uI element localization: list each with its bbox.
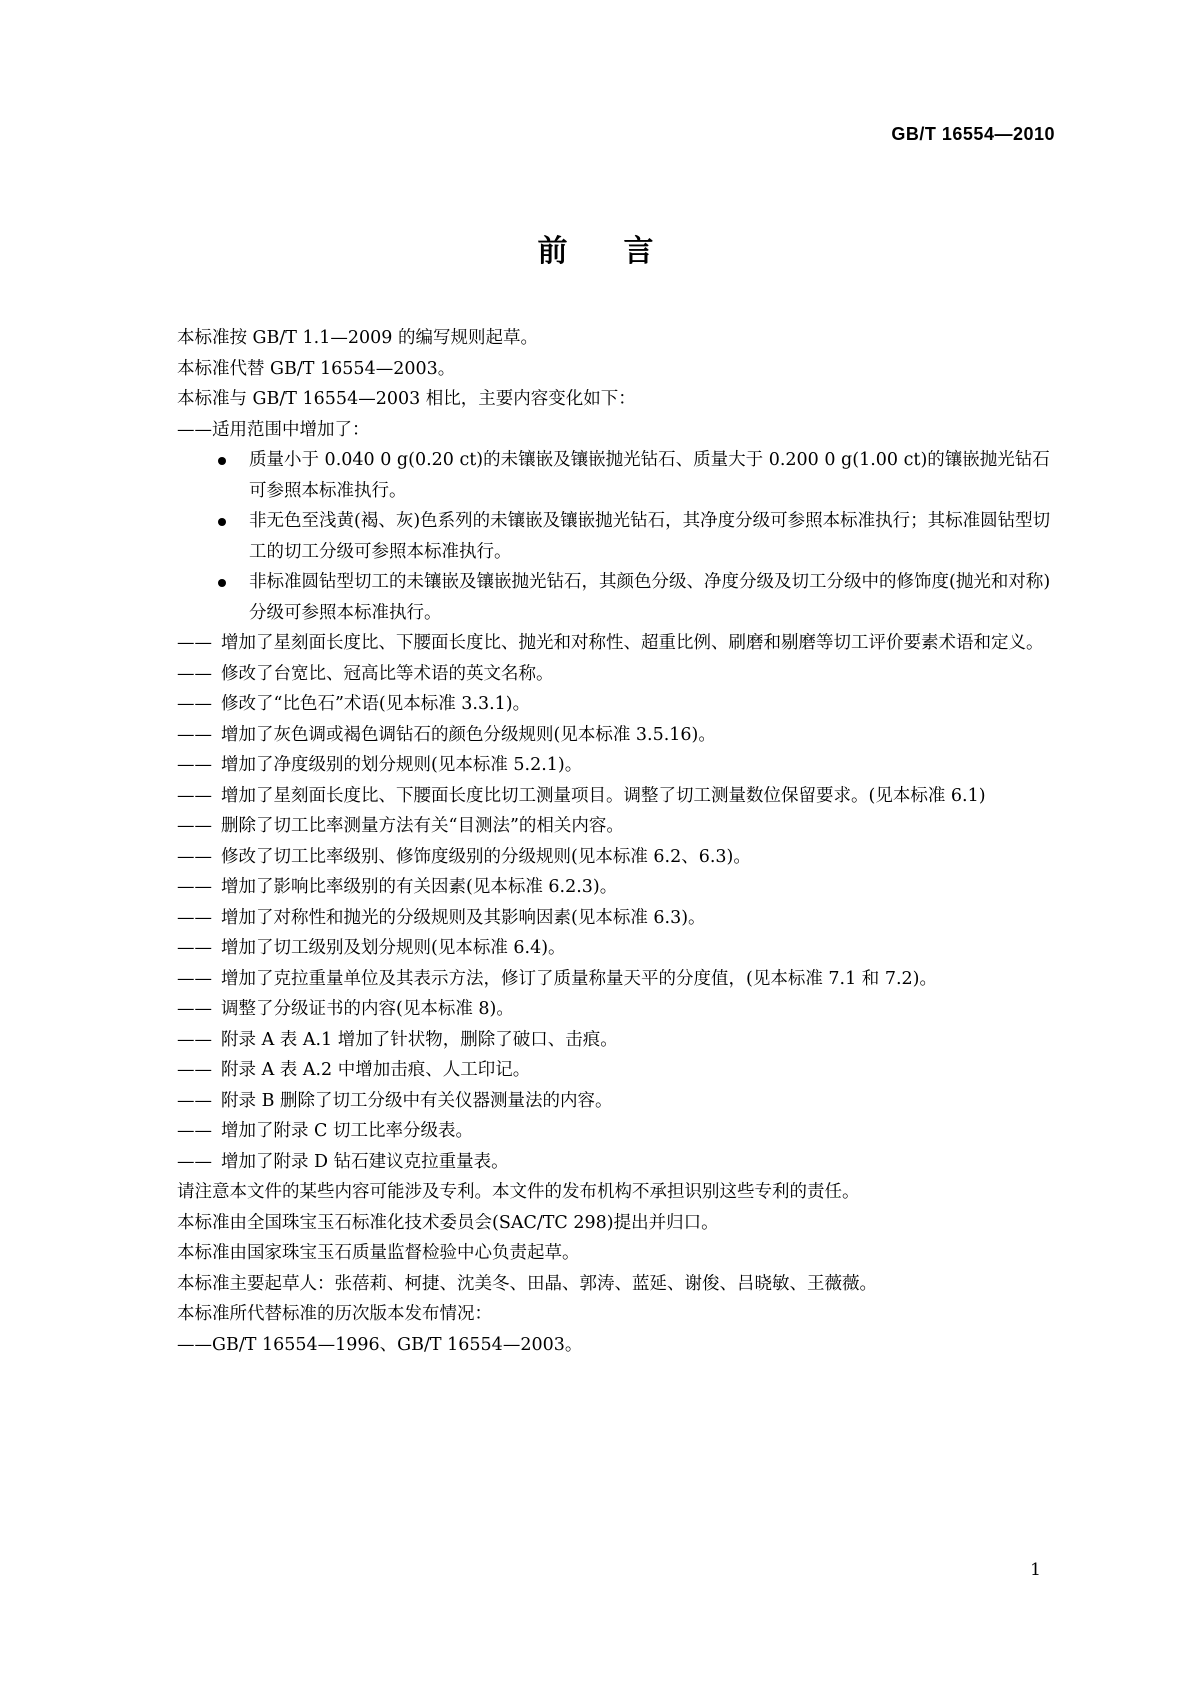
closing-line: 本标准所代替标准的历次版本发布情况： [177,1304,492,1324]
scope-bullet: 非标准圆钻型切工的未镶嵌及镶嵌抛光钻石，其颜色分级、净度分级及切工分级中的修饰度(抛光和对称)分级可参照本标准执行。 [177,567,1057,628]
change-item: —— 附录 B 删除了切工分级中有关仪器测量法的内容。 [177,1090,613,1111]
change-item: —— 增加了星刻面长度比、下腰面长度比切工测量项目。调整了切工测量数位保留要求。(见本标准 6.1) [177,785,986,806]
scope-bullet: 非无色至浅黄(褐、灰)色系列的未镶嵌及镶嵌抛光钻石，其净度分级可参照本标准执行；其标准圆钻型切工的切工分级可参照本标准执行。 [177,506,1057,567]
title-char-1: 前 [537,234,568,269]
closing-line: 请注意本文件的某些内容可能涉及专利。本文件的发布机构不承担识别这些专利的责任。 [177,1182,860,1202]
standard-number: GB/T 16554—2010 [891,124,1055,144]
change-item: —— 删除了切工比率测量方法有关“目测法”的相关内容。 [177,816,624,836]
intro-line: 本标准按 GB/T 1.1—2009 的编写规则起草。 [177,328,538,348]
change-item: —— 增加了克拉重量单位及其表示方法，修订了质量称量天平的分度值，(见本标准 7.1 和 7.2)。 [177,968,938,989]
closing-line: 本标准主要起草人：张蓓莉、柯捷、沈美冬、田晶、郭涛、蓝延、谢俊、吕晓敏、王薇薇。 [177,1273,877,1294]
closing-line: 本标准由国家珠宝玉石质量监督检验中心负责起草。 [177,1243,580,1263]
intro-line: 本标准代替 GB/T 16554—2003。 [177,358,456,379]
change-item: —— 增加了灰色调或褐色调钻石的颜色分级规则(见本标准 3.5.16)。 [177,724,716,745]
history-line: ——GB/T 16554—1996、GB/T 16554—2003。 [177,1334,583,1355]
bullet-icon [218,457,226,465]
change-item: —— 增加了对称性和抛光的分级规则及其影响因素(见本标准 6.3)。 [177,907,706,928]
change-item: —— 修改了台宽比、冠高比等术语的英文名称。 [177,663,554,684]
scope-bullet: 质量小于 0.040 0 g(0.20 ct)的未镶嵌及镶嵌抛光钻石、质量大于 0.200 0 g(1.00 ct)的镶嵌抛光钻石可参照本标准执行。 [177,445,1057,506]
change-item: —— 增加了切工级别及划分规则(见本标准 6.4)。 [177,938,566,958]
change-item: —— 增加了影响比率级别的有关因素(见本标准 6.2.3)。 [177,877,618,897]
scope-heading: ——适用范围中增加了： [177,419,370,440]
change-item: —— 修改了“比色石”术语(见本标准 3.3.1)。 [177,694,531,714]
change-list [177,628,1057,1177]
page-title [0,226,1191,270]
title-char-2: 言 [623,234,654,269]
change-item: —— 增加了净度级别的划分规则(见本标准 5.2.1)。 [177,755,583,775]
bullet-icon [218,518,226,526]
change-item: —— 增加了附录 C 切工比率分级表。 [177,1121,474,1141]
change-item: —— 增加了星刻面长度比、下腰面长度比、抛光和对称性、超重比例、刷磨和剔磨等切工评价要素术语和定义。 [177,633,1044,653]
intro-line: 本标准与 GB/T 16554—2003 相比，主要内容变化如下： [177,389,636,409]
change-item: —— 附录 A 表 A.2 中增加击痕、人工印记。 [177,1060,531,1080]
closing-line: 本标准由全国珠宝玉石标准化技术委员会(SAC/TC 298)提出并归口。 [177,1212,719,1233]
change-item: —— 附录 A 表 A.1 增加了针状物，删除了破口、击痕。 [177,1029,618,1050]
change-item: —— 修改了切工比率级别、修饰度级别的分级规则(见本标准 6.2、6.3)。 [177,846,751,867]
change-item: —— 调整了分级证书的内容(见本标准 8)。 [177,999,514,1019]
page-number: 1 [1030,1560,1041,1580]
change-item: —— 增加了附录 D 钻石建议克拉重量表。 [177,1151,509,1172]
bullet-icon [218,579,226,587]
foreword-body [177,323,1057,1360]
